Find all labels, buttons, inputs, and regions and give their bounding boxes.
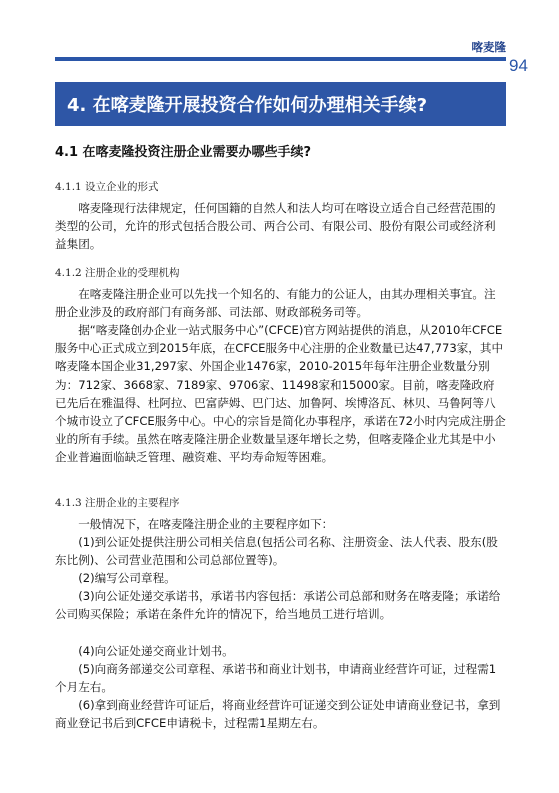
section-heading: 4.1 在喀麦隆投资注册企业需要办哪些手续? <box>55 145 312 160</box>
subsection-heading-4-1-1: 4.1.1 设立企业的形式 <box>55 181 159 193</box>
paragraph: 一般情况下，在喀麦隆注册企业的主要程序如下： <box>78 517 334 531</box>
paragraph: 据“喀麦隆创办企业一站式服务中心”(CFCE)官方网站提供的消息，从2010年CFCE服务中心正式成立到2015年底，在CFCE服务中心注册的企业数量已达47,773家，其中喀麦隆本国企业31,297家、外国企业1476家，2010-2015年每年注册企业数量分别为：712家、3668家、7189家、9706家、11498家和15000家。目前，喀麦隆政府已先后在雅温得、杜阿拉、巴富萨姆、巴门达、加鲁阿、埃博洛瓦、林贝、马鲁阿等八个城市设立了CFCE服务中心。中心的宗旨是简化办事程序，承诺在72小时内完成注册企业的所有手续。虽然在喀麦隆注册企业数量呈逐年增长之势，但喀麦隆企业尤其是中小企业普遍面临缺乏管理、融资难、平均寿命短等困难。 <box>55 323 506 465</box>
header-rule <box>55 57 506 61</box>
subsection-heading-4-1-2: 4.1.2 注册企业的受理机构 <box>55 267 180 279</box>
chapter-title: 4. 在喀麦隆开展投资合作如何办理相关手续? <box>67 95 428 116</box>
list-item: (3)向公证处递交承诺书，承诺书内容包括：承诺公司总部和财务在喀麦隆；承诺给公司购买保险；承诺在条件允许的情况下，给当地员工进行培训。 <box>55 589 501 622</box>
subsection-heading-4-1-3: 4.1.3 注册企业的主要程序 <box>55 497 180 509</box>
header-country: 喀麦隆 <box>471 40 506 54</box>
chapter-title-bar <box>55 82 506 126</box>
page-number: 94 <box>509 56 528 75</box>
list-item: (6)拿到商业经营许可证后，将商业经营许可证递交到公证处申请商业登记书，拿到商业登记书后到CFCE申请税卡，过程需1星期左右。 <box>55 698 501 731</box>
list-item: (5)向商务部递交公司章程、承诺书和商业计划书，申请商业经营许可证，过程需1个月左右。 <box>55 662 497 695</box>
list-item: (1)到公证处提供注册公司相关信息(包括公司名称、注册资金、法人代表、股东(股东比例)、公司营业范围和公司总部位置等)。 <box>55 535 498 568</box>
paragraph: 喀麦隆现行法律规定，任何国籍的自然人和法人均可在喀设立适合自己经营范围的类型的公司，允许的形式包括合股公司、两合公司、有限公司、股份有限公司或经济利益集团。 <box>55 201 496 252</box>
paragraph: 在喀麦隆注册企业可以先找一个知名的、有能力的公证人，由其办理相关事宜。注册企业涉及的政府部门有商务部、司法部、财政部税务司等。 <box>55 287 496 320</box>
list-item: (4)向公证处递交商业计划书。 <box>78 644 234 658</box>
list-item: (2)编写公司章程。 <box>78 571 176 585</box>
